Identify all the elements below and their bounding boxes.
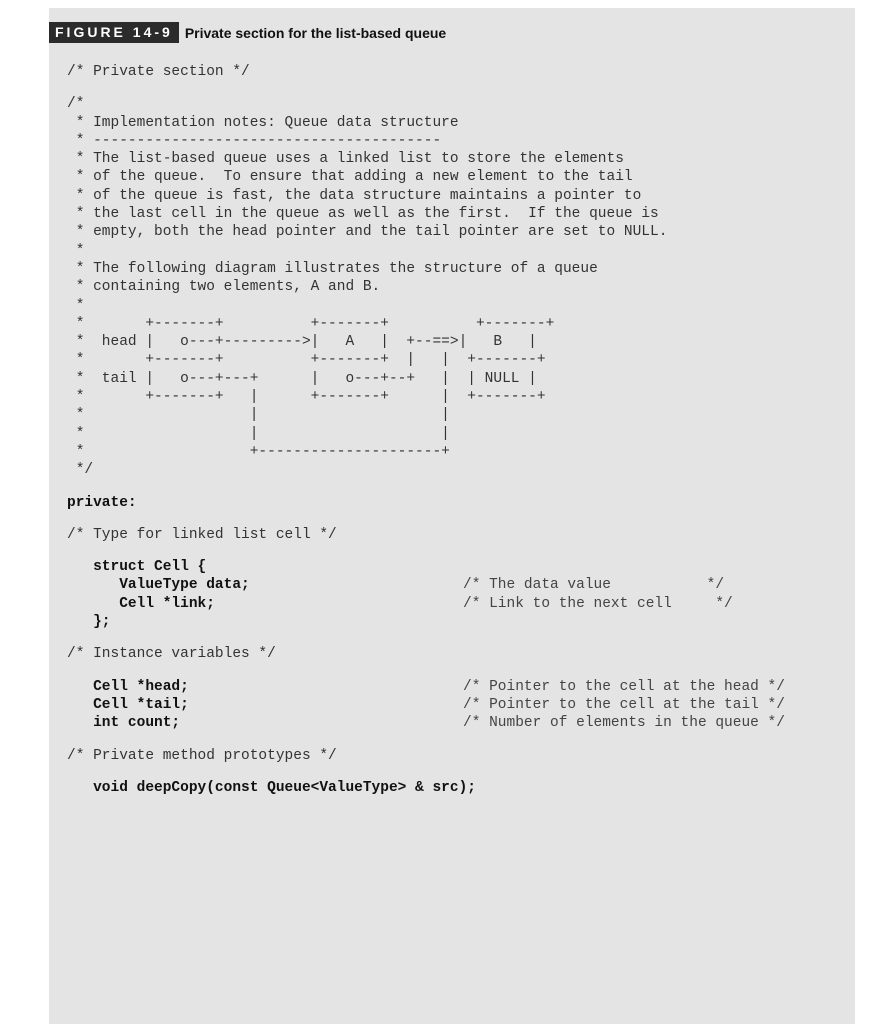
diagram-line: * +-------+ +-------+ | | +-------+ bbox=[67, 352, 546, 369]
instance-var-comment: /* Number of elements in the queue */ bbox=[463, 715, 785, 732]
struct-line bbox=[67, 558, 842, 576]
instance-var-comment: /* Pointer to the cell at the tail */ bbox=[463, 696, 785, 713]
struct-comment: /* The data value */ bbox=[463, 577, 725, 594]
code-line: * the last cell in the queue as well as the first. If the queue is bbox=[67, 206, 659, 223]
code-line: * empty, both the head pointer and the tail pointer are set to NULL. bbox=[67, 224, 668, 241]
code-line: * containing two elements, A and B. bbox=[67, 279, 381, 296]
instance-var-line bbox=[67, 696, 842, 714]
instance-var-line bbox=[67, 714, 842, 732]
diagram-line: * +-------+ +-------+ +-------+ bbox=[67, 315, 555, 332]
struct-cell-block bbox=[67, 558, 842, 631]
code-comment-instance-vars: /* Instance variables */ bbox=[67, 646, 276, 663]
struct-line bbox=[67, 576, 842, 594]
instance-var-code: int count; bbox=[67, 715, 181, 732]
struct-line bbox=[67, 613, 842, 631]
code-line: /* bbox=[67, 96, 85, 113]
code-line: * of the queue is fast, the data structure maintains a pointer to bbox=[67, 187, 642, 204]
code-line: * bbox=[67, 297, 85, 314]
struct-code: Cell *link; bbox=[67, 595, 215, 612]
instance-var-code: Cell *head; bbox=[67, 678, 189, 695]
struct-line bbox=[67, 595, 842, 613]
code-line: */ bbox=[67, 462, 94, 479]
instance-var-line bbox=[67, 678, 842, 696]
diagram-line: * +---------------------+ bbox=[67, 443, 450, 460]
code-line: * Implementation notes: Queue data structure bbox=[67, 114, 459, 131]
code-comment-private-section: /* Private section */ bbox=[67, 64, 250, 80]
figure-label: FIGURE 14-9 bbox=[49, 22, 179, 43]
implementation-notes-block bbox=[67, 95, 842, 479]
diagram-line: * | | bbox=[67, 407, 450, 424]
diagram-line: * tail | o---+---+ | o---+--+ | | NULL | bbox=[67, 370, 537, 387]
instance-vars-block bbox=[67, 678, 842, 733]
code-line: * The list-based queue uses a linked list to store the elements bbox=[67, 151, 624, 168]
instance-var-code: Cell *tail; bbox=[67, 696, 189, 713]
struct-code: }; bbox=[67, 614, 111, 631]
code-line: * of the queue. To ensure that adding a new element to the tail bbox=[67, 169, 633, 186]
diagram-line: * +-------+ | +-------+ | +-------+ bbox=[67, 389, 546, 406]
struct-code: ValueType data; bbox=[67, 577, 250, 594]
diagram-line: * | | bbox=[67, 425, 450, 442]
private-keyword: private: bbox=[67, 494, 137, 511]
code-listing bbox=[67, 63, 842, 797]
code-line: * ---------------------------------------- bbox=[67, 132, 442, 149]
code-line: * The following diagram illustrates the structure of a queue bbox=[67, 260, 598, 277]
figure-caption: Private section for the list-based queue bbox=[184, 24, 447, 41]
struct-comment: /* Link to the next cell */ bbox=[463, 595, 733, 612]
instance-var-comment: /* Pointer to the cell at the head */ bbox=[463, 678, 785, 695]
struct-code: struct Cell { bbox=[67, 559, 207, 576]
method-prototype-deepcopy: void deepCopy(const Queue<ValueType> & src); bbox=[67, 779, 476, 796]
code-line: * bbox=[67, 242, 85, 259]
code-comment-cell-type: /* Type for linked list cell */ bbox=[67, 526, 337, 543]
code-comment-method-prototypes: /* Private method prototypes */ bbox=[67, 747, 337, 764]
diagram-line: * head | o---+--------->| A | +--==>| B | bbox=[67, 334, 537, 351]
figure-header bbox=[49, 22, 446, 43]
